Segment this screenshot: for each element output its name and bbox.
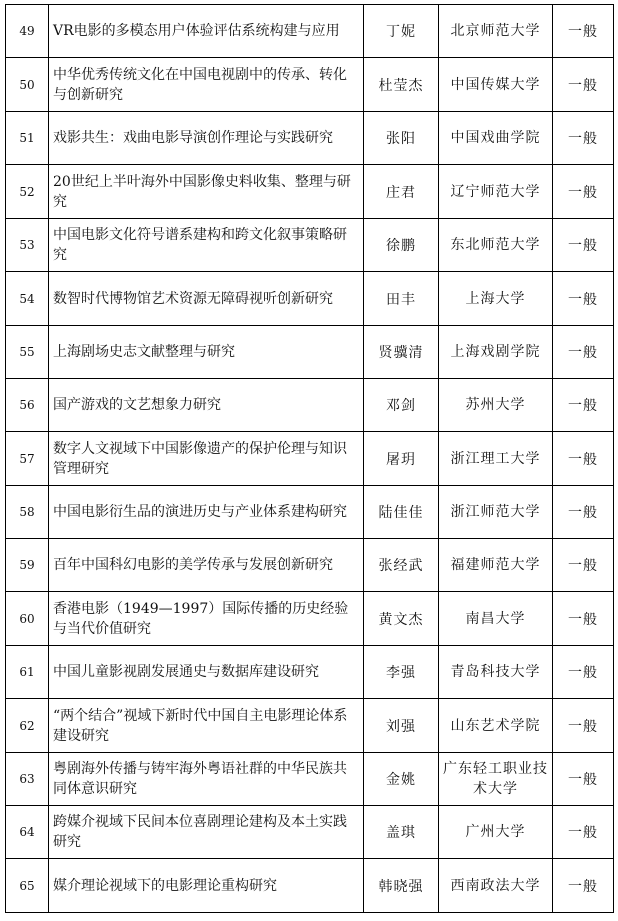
row-number: 51 xyxy=(6,112,49,165)
project-level: 一般 xyxy=(553,5,614,58)
table-row xyxy=(6,165,614,219)
project-level: 一般 xyxy=(553,272,614,326)
institution: 山东艺术学院 xyxy=(439,699,553,753)
project-table-body xyxy=(6,5,614,913)
project-title: 粤剧海外传播与铸牢海外粤语社群的中华民族共同体意识研究 xyxy=(49,753,364,806)
project-level: 一般 xyxy=(553,326,614,379)
row-number: 61 xyxy=(6,646,49,699)
institution: 辽宁师范大学 xyxy=(439,165,553,219)
row-number: 65 xyxy=(6,859,49,913)
project-title: 中国电影衍生品的演进历史与产业体系建构研究 xyxy=(49,486,364,539)
table-row xyxy=(6,539,614,592)
project-leader: 刘强 xyxy=(364,699,439,753)
project-title: 百年中国科幻电影的美学传承与发展创新研究 xyxy=(49,539,364,592)
institution: 南昌大学 xyxy=(439,592,553,646)
table-row xyxy=(6,432,614,486)
institution: 西南政法大学 xyxy=(439,859,553,913)
institution: 广东轻工职业技术大学 xyxy=(439,753,553,806)
row-number: 64 xyxy=(6,806,49,859)
project-leader: 金姚 xyxy=(364,753,439,806)
project-title: VR电影的多模态用户体验评估系统构建与应用 xyxy=(49,5,364,58)
institution: 青岛科技大学 xyxy=(439,646,553,699)
project-leader: 李强 xyxy=(364,646,439,699)
row-number: 53 xyxy=(6,219,49,272)
row-number: 50 xyxy=(6,58,49,112)
row-number: 55 xyxy=(6,326,49,379)
project-leader: 韩晓强 xyxy=(364,859,439,913)
row-number: 59 xyxy=(6,539,49,592)
table-row xyxy=(6,753,614,806)
table-row xyxy=(6,379,614,432)
institution: 上海大学 xyxy=(439,272,553,326)
project-leader: 徐鹏 xyxy=(364,219,439,272)
project-leader: 杜莹杰 xyxy=(364,58,439,112)
project-table xyxy=(5,4,614,913)
project-title: 上海剧场史志文献整理与研究 xyxy=(49,326,364,379)
institution: 苏州大学 xyxy=(439,379,553,432)
project-level: 一般 xyxy=(553,753,614,806)
row-number: 58 xyxy=(6,486,49,539)
project-leader: 邓剑 xyxy=(364,379,439,432)
project-leader: 陆佳佳 xyxy=(364,486,439,539)
institution: 中国传媒大学 xyxy=(439,58,553,112)
table-row xyxy=(6,326,614,379)
project-leader: 庄君 xyxy=(364,165,439,219)
project-level: 一般 xyxy=(553,592,614,646)
project-level: 一般 xyxy=(553,219,614,272)
project-level: 一般 xyxy=(553,806,614,859)
project-level: 一般 xyxy=(553,486,614,539)
project-title: 媒介理论视域下的电影理论重构研究 xyxy=(49,859,364,913)
institution: 东北师范大学 xyxy=(439,219,553,272)
row-number: 57 xyxy=(6,432,49,486)
project-level: 一般 xyxy=(553,165,614,219)
table-row xyxy=(6,646,614,699)
project-title: 20世纪上半叶海外中国影像史料收集、整理与研究 xyxy=(49,165,364,219)
project-level: 一般 xyxy=(553,646,614,699)
project-leader: 屠玥 xyxy=(364,432,439,486)
project-leader: 贤骥清 xyxy=(364,326,439,379)
table-row xyxy=(6,219,614,272)
institution: 浙江理工大学 xyxy=(439,432,553,486)
project-level: 一般 xyxy=(553,699,614,753)
table-row xyxy=(6,806,614,859)
row-number: 60 xyxy=(6,592,49,646)
institution: 浙江师范大学 xyxy=(439,486,553,539)
table-row xyxy=(6,859,614,913)
project-level: 一般 xyxy=(553,112,614,165)
table-row xyxy=(6,272,614,326)
table-row xyxy=(6,592,614,646)
institution: 中国戏曲学院 xyxy=(439,112,553,165)
institution: 广州大学 xyxy=(439,806,553,859)
project-title: 戏影共生：戏曲电影导演创作理论与实践研究 xyxy=(49,112,364,165)
project-leader: 黄文杰 xyxy=(364,592,439,646)
project-leader: 盖琪 xyxy=(364,806,439,859)
project-title: 跨媒介视域下民间本位喜剧理论建构及本土实践研究 xyxy=(49,806,364,859)
project-title: 国产游戏的文艺想象力研究 xyxy=(49,379,364,432)
project-leader: 张经武 xyxy=(364,539,439,592)
project-title: “两个结合”视域下新时代中国自主电影理论体系建设研究 xyxy=(49,699,364,753)
project-level: 一般 xyxy=(553,58,614,112)
row-number: 62 xyxy=(6,699,49,753)
institution: 上海戏剧学院 xyxy=(439,326,553,379)
table-row xyxy=(6,58,614,112)
project-level: 一般 xyxy=(553,859,614,913)
table-row xyxy=(6,699,614,753)
project-title: 中华优秀传统文化在中国电视剧中的传承、转化与创新研究 xyxy=(49,58,364,112)
project-title: 中国电影文化符号谱系建构和跨文化叙事策略研究 xyxy=(49,219,364,272)
table-row xyxy=(6,5,614,58)
project-leader: 张阳 xyxy=(364,112,439,165)
table-row xyxy=(6,486,614,539)
table-row xyxy=(6,112,614,165)
row-number: 52 xyxy=(6,165,49,219)
project-leader: 田丰 xyxy=(364,272,439,326)
institution: 北京师范大学 xyxy=(439,5,553,58)
project-level: 一般 xyxy=(553,539,614,592)
project-level: 一般 xyxy=(553,432,614,486)
project-level: 一般 xyxy=(553,379,614,432)
project-title: 数智时代博物馆艺术资源无障碍视听创新研究 xyxy=(49,272,364,326)
project-title: 中国儿童影视剧发展通史与数据库建设研究 xyxy=(49,646,364,699)
row-number: 54 xyxy=(6,272,49,326)
project-title: 香港电影（1949—1997）国际传播的历史经验与当代价值研究 xyxy=(49,592,364,646)
row-number: 56 xyxy=(6,379,49,432)
row-number: 63 xyxy=(6,753,49,806)
institution: 福建师范大学 xyxy=(439,539,553,592)
project-leader: 丁妮 xyxy=(364,5,439,58)
project-title: 数字人文视域下中国影像遗产的保护伦理与知识管理研究 xyxy=(49,432,364,486)
row-number: 49 xyxy=(6,5,49,58)
